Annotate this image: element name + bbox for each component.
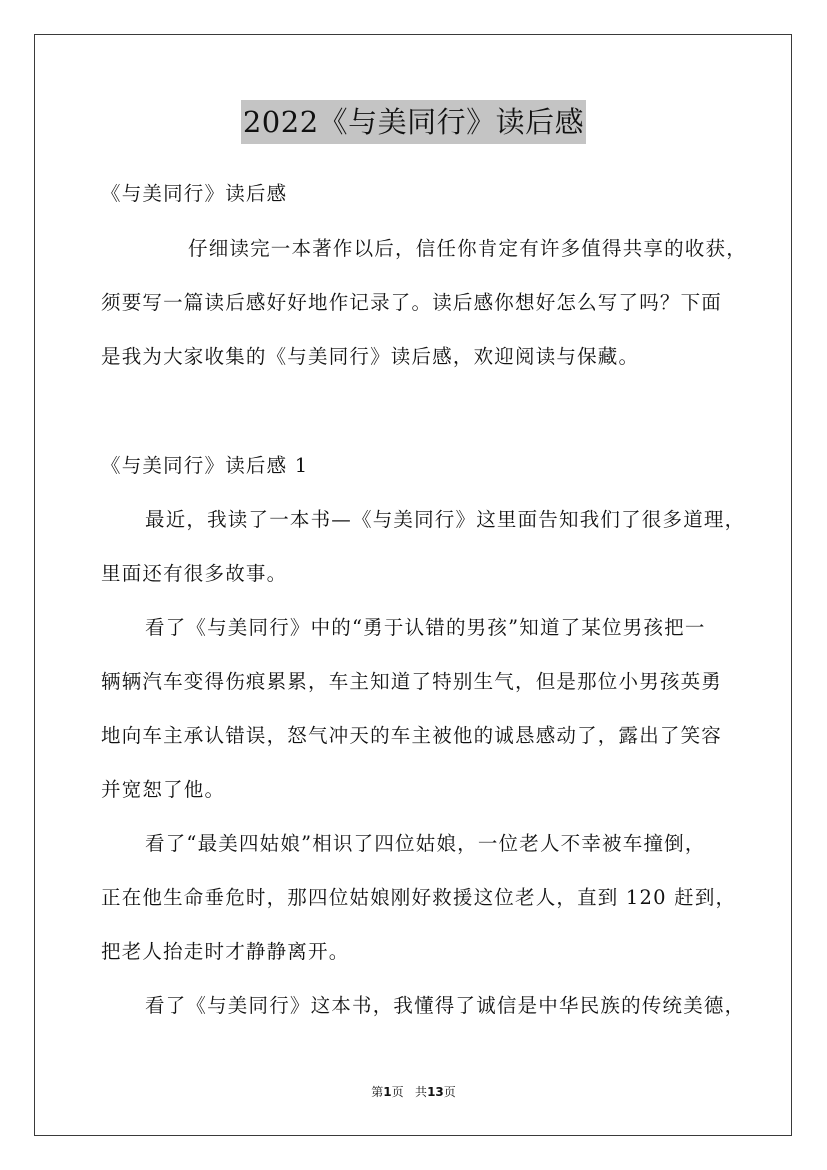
- total-pages: 13: [427, 1085, 444, 1099]
- page-footer: [0, 1084, 827, 1100]
- document-title: 2022《与美同行》读后感: [241, 100, 586, 144]
- page-suffix: 页: [391, 1085, 404, 1099]
- intro-line-3: 是我为大家收集的《与美同行》读后感，欢迎阅读与保藏。: [101, 345, 640, 368]
- total-prefix: 共: [415, 1085, 428, 1099]
- page-prefix: 第: [371, 1085, 384, 1099]
- para4-line-1: 看了《与美同行》这本书，我懂得了诚信是中华民族的传统美德，: [145, 994, 746, 1017]
- total-suffix: 页: [443, 1085, 456, 1099]
- intro-line-2: 须要写一篇读后感好好地作记录了。读后感你想好怎么写了吗？下面: [101, 291, 723, 314]
- subtitle: 《与美同行》读后感: [101, 182, 288, 205]
- para3-line-3: 把老人抬走时才静静离开。: [101, 940, 350, 963]
- para2-line-4: 并宽恕了他。: [101, 778, 226, 801]
- para2-line-1: 看了《与美同行》中的“勇于认错的男孩”知道了某位男孩把一: [145, 616, 706, 639]
- title-container: [0, 100, 827, 144]
- page-number: 1: [383, 1085, 392, 1099]
- para3-line-1: 看了“最美四姑娘”相识了四位姑娘，一位老人不幸被车撞倒，: [145, 832, 706, 855]
- para1-line-2: 里面还有很多故事。: [101, 562, 288, 585]
- intro-line-1: 仔细读完一本著作以后，信任你肯定有许多值得共享的收获，: [188, 237, 747, 260]
- para2-line-3: 地向车主承认错误，怒气冲天的车主被他的诚恳感动了，露出了笑容: [101, 724, 723, 747]
- section-heading: 《与美同行》读后感 1: [101, 454, 309, 477]
- para3-line-2: 正在他生命垂危时，那四位姑娘刚好救援这位老人，直到 120 赶到，: [101, 886, 737, 909]
- para2-line-2: 辆辆汽车变得伤痕累累，车主知道了特别生气，但是那位小男孩英勇: [101, 670, 723, 693]
- para1-line-1: 最近，我读了一本书—《与美同行》这里面告知我们了很多道理，: [145, 508, 746, 531]
